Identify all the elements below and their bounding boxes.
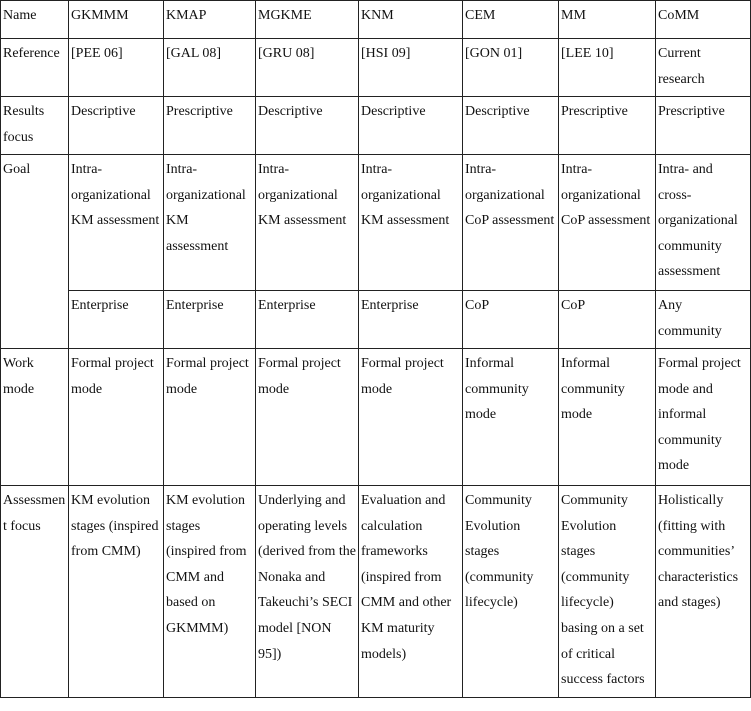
cell-assessment-focus-comm: Holistically (fitting with communities’ characteristics and stages) [656, 486, 751, 698]
cell-results-focus-kmap: Prescriptive [164, 97, 256, 155]
cell-results-focus-gkmmm: Descriptive [69, 97, 164, 155]
cell-goal-cem: Intra-organizational CoP assessment [463, 155, 559, 291]
table-row-goal-scope [1, 291, 751, 349]
cell-name-mm: MM [559, 1, 656, 39]
row-header-results-focus: Results focus [1, 97, 69, 155]
cell-work-mode-kmap: Formal project mode [164, 349, 256, 486]
cell-name-knm: KNM [359, 1, 463, 39]
cell-goal-mm: Intra-organizational CoP assessment [559, 155, 656, 291]
cell-results-focus-cem: Descriptive [463, 97, 559, 155]
cell-name-mgkme: MGKME [256, 1, 359, 39]
row-header-name: Name [1, 1, 69, 39]
cell-assessment-focus-knm: Evaluation and calculation frameworks (inspired from CMM and other KM maturity models) [359, 486, 463, 698]
cell-scope-mm: CoP [559, 291, 656, 349]
row-header-assessment-focus: Assessment focus [1, 486, 69, 698]
cell-reference-cem: [GON 01] [463, 39, 559, 97]
cell-scope-comm: Any community [656, 291, 751, 349]
cell-reference-mgkme: [GRU 08] [256, 39, 359, 97]
cell-work-mode-knm: Formal project mode [359, 349, 463, 486]
cell-goal-gkmmm: Intra-organizational KM assessment [69, 155, 164, 291]
cell-scope-kmap: Enterprise [164, 291, 256, 349]
cell-results-focus-mm: Prescriptive [559, 97, 656, 155]
cell-reference-knm: [HSI 09] [359, 39, 463, 97]
cell-reference-kmap: [GAL 08] [164, 39, 256, 97]
cell-reference-mm: [LEE 10] [559, 39, 656, 97]
cell-work-mode-gkmmm: Formal project mode [69, 349, 164, 486]
cell-results-focus-mgkme: Descriptive [256, 97, 359, 155]
cell-results-focus-knm: Descriptive [359, 97, 463, 155]
table-row-goal [1, 155, 751, 291]
cell-assessment-focus-gkmmm: KM evolution stages (inspired from CMM) [69, 486, 164, 698]
cell-assessment-focus-cem: Community Evolution stages (community lifecycle) [463, 486, 559, 698]
cell-reference-gkmmm: [PEE 06] [69, 39, 164, 97]
cell-scope-knm: Enterprise [359, 291, 463, 349]
table-row-reference [1, 39, 751, 97]
table-row-work-mode [1, 349, 751, 486]
row-header-goal: Goal [1, 155, 69, 291]
cell-name-gkmmm: GKMMM [69, 1, 164, 39]
cell-assessment-focus-kmap: KM evolution stages (inspired from CMM and based on GKMMM) [164, 486, 256, 698]
cell-assessment-focus-mgkme: Underlying and operating levels (derived from the Nonaka and Takeuchi’s SECI model [NON 95]) [256, 486, 359, 698]
table-row-assessment-focus [1, 486, 751, 698]
cell-scope-gkmmm: Enterprise [69, 291, 164, 349]
row-header-reference: Reference [1, 39, 69, 97]
cell-reference-comm: Current research [656, 39, 751, 97]
cell-work-mode-mgkme: Formal project mode [256, 349, 359, 486]
cell-assessment-focus-mm: Community Evolution stages (community lifecycle) basing on a set of critical success factors [559, 486, 656, 698]
cell-name-comm: CoMM [656, 1, 751, 39]
cell-scope-mgkme: Enterprise [256, 291, 359, 349]
cell-goal-mgkme: Intra-organizational KM assessment [256, 155, 359, 291]
cell-scope-cem: CoP [463, 291, 559, 349]
cell-goal-comm: Intra- and cross-organizational community assessment [656, 155, 751, 291]
cell-goal-kmap: Intra-organizational KM assessment [164, 155, 256, 291]
cell-name-cem: CEM [463, 1, 559, 39]
cell-results-focus-comm: Prescriptive [656, 97, 751, 155]
cell-goal-knm: Intra-organizational KM assessment [359, 155, 463, 291]
table-row-name [1, 1, 751, 39]
cell-work-mode-cem: Informal community mode [463, 349, 559, 486]
row-header-goal-scope [1, 291, 69, 349]
cell-name-kmap: KMAP [164, 1, 256, 39]
table-row-results-focus [1, 97, 751, 155]
cell-work-mode-mm: Informal community mode [559, 349, 656, 486]
row-header-work-mode: Work mode [1, 349, 69, 486]
cell-work-mode-comm: Formal project mode and informal community mode [656, 349, 751, 486]
